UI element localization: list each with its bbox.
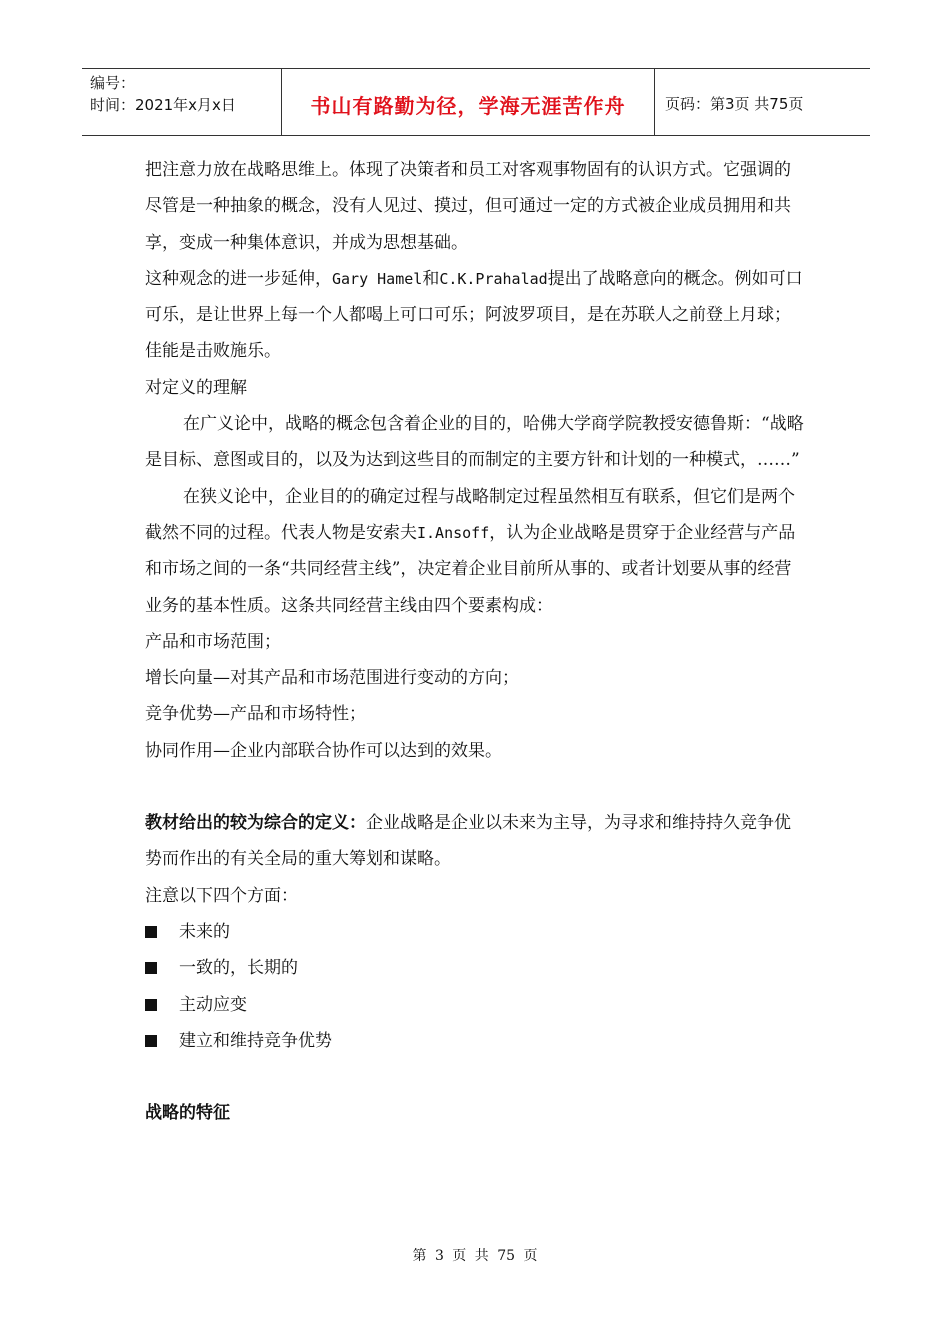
paragraph-9: 协同作用—企业内部联合协作可以达到的效果。 (145, 740, 502, 761)
paragraph-5 (145, 479, 805, 624)
paragraph-7: 增长向量—对其产品和市场范围进行变动的方向； (145, 668, 519, 689)
header-motto: 书山有路勤为径，学海无涯苦作舟 (282, 69, 655, 135)
paragraph-10 (145, 805, 805, 878)
bullet-item (145, 914, 805, 950)
section-heading: 战略的特征 (145, 1103, 230, 1124)
paragraph-1: 把注意力放在战略思维上。体现了决策者和员工对客观事物固有的认识方式。它强调的尽管是一种抽象的概念，没有人见过、摸过，但可通过一定的方式被企业成员拥用和共享，变成一种集体意识，并成为思想基础。 (145, 160, 791, 253)
paragraph-6: 产品和市场范围； (145, 631, 281, 652)
paragraph-4: 在广义论中，战略的概念包含着企业的目的，哈佛大学商学院教授安德鲁斯：“战略是目标、意图或目的，以及为达到这些目的而制定的主要方针和计划的一种模式，……” (145, 414, 804, 471)
paragraph-8: 竞争优势—产品和市场特性； (145, 704, 366, 725)
serial-label: 编号： (90, 74, 136, 92)
bullet-text: 一致的，长期的 (179, 958, 298, 979)
paragraph-3: 对定义的理解 (145, 377, 247, 398)
paragraph-11: 注意以下四个方面： (145, 885, 298, 906)
document-body (145, 152, 805, 1131)
paragraph-2-text-a: 这种观念的进一步延伸， (145, 268, 332, 289)
name-ansoff: I.Ansoff (417, 523, 490, 542)
paragraph-2 (145, 261, 805, 370)
name-prahalad: C.K.Prahalad (439, 269, 548, 288)
page-footer: 第 3 页 共 75 页 (412, 1248, 538, 1264)
definition-text: 企业战略是企业以未来为主导，为寻求和维持持久竞争优势而作出的有关全局的重大筹划和谋略。 (145, 813, 791, 870)
square-bullet-icon (145, 1035, 157, 1047)
paragraph-5-text-c: ，认为企业战略是贯穿于企业经营与产品和市场之间的一条“共同经营主线”，决定着企业目前所从事的、或者计划要从事的经营业务的基本性质。这条共同经营主线由四个要素构成： (145, 522, 796, 616)
square-bullet-icon (145, 926, 157, 938)
blank-line (145, 769, 805, 805)
square-bullet-icon (145, 962, 157, 974)
header-page-info: 页码：第3页 共75页 (665, 94, 804, 113)
bullet-text: 建立和维持竞争优势 (179, 1030, 332, 1051)
paragraph-5-text-a: 在狭义论中，企业目的的确定过程与战略制定过程虽然相互有联系，但它们是两个截然不同的过程。代表人物是安索夫 (145, 486, 795, 543)
bullet-item (145, 950, 805, 986)
definition-heading: 教材给出的较为综合的定义： (145, 813, 366, 834)
bullet-item (145, 1023, 805, 1059)
blank-line (145, 1059, 805, 1095)
paragraph-2-text-e: 提出了战略意向的概念。例如可口可乐，是让世界上每一个人都喝上可口可乐；阿波罗项目，是在苏联人之前登上月球；佳能是击败施乐。 (145, 268, 803, 362)
bullet-text: 未来的 (179, 921, 230, 942)
time-label: 时间：2021年x月x日 (90, 96, 236, 114)
bullet-text: 主动应变 (179, 994, 247, 1015)
header-table (82, 68, 870, 136)
square-bullet-icon (145, 999, 157, 1011)
paragraph-2-text-c: 和 (422, 268, 440, 289)
bullet-item (145, 987, 805, 1023)
header-left-cell (82, 69, 282, 135)
name-gary-hamel: Gary Hamel (332, 269, 423, 288)
